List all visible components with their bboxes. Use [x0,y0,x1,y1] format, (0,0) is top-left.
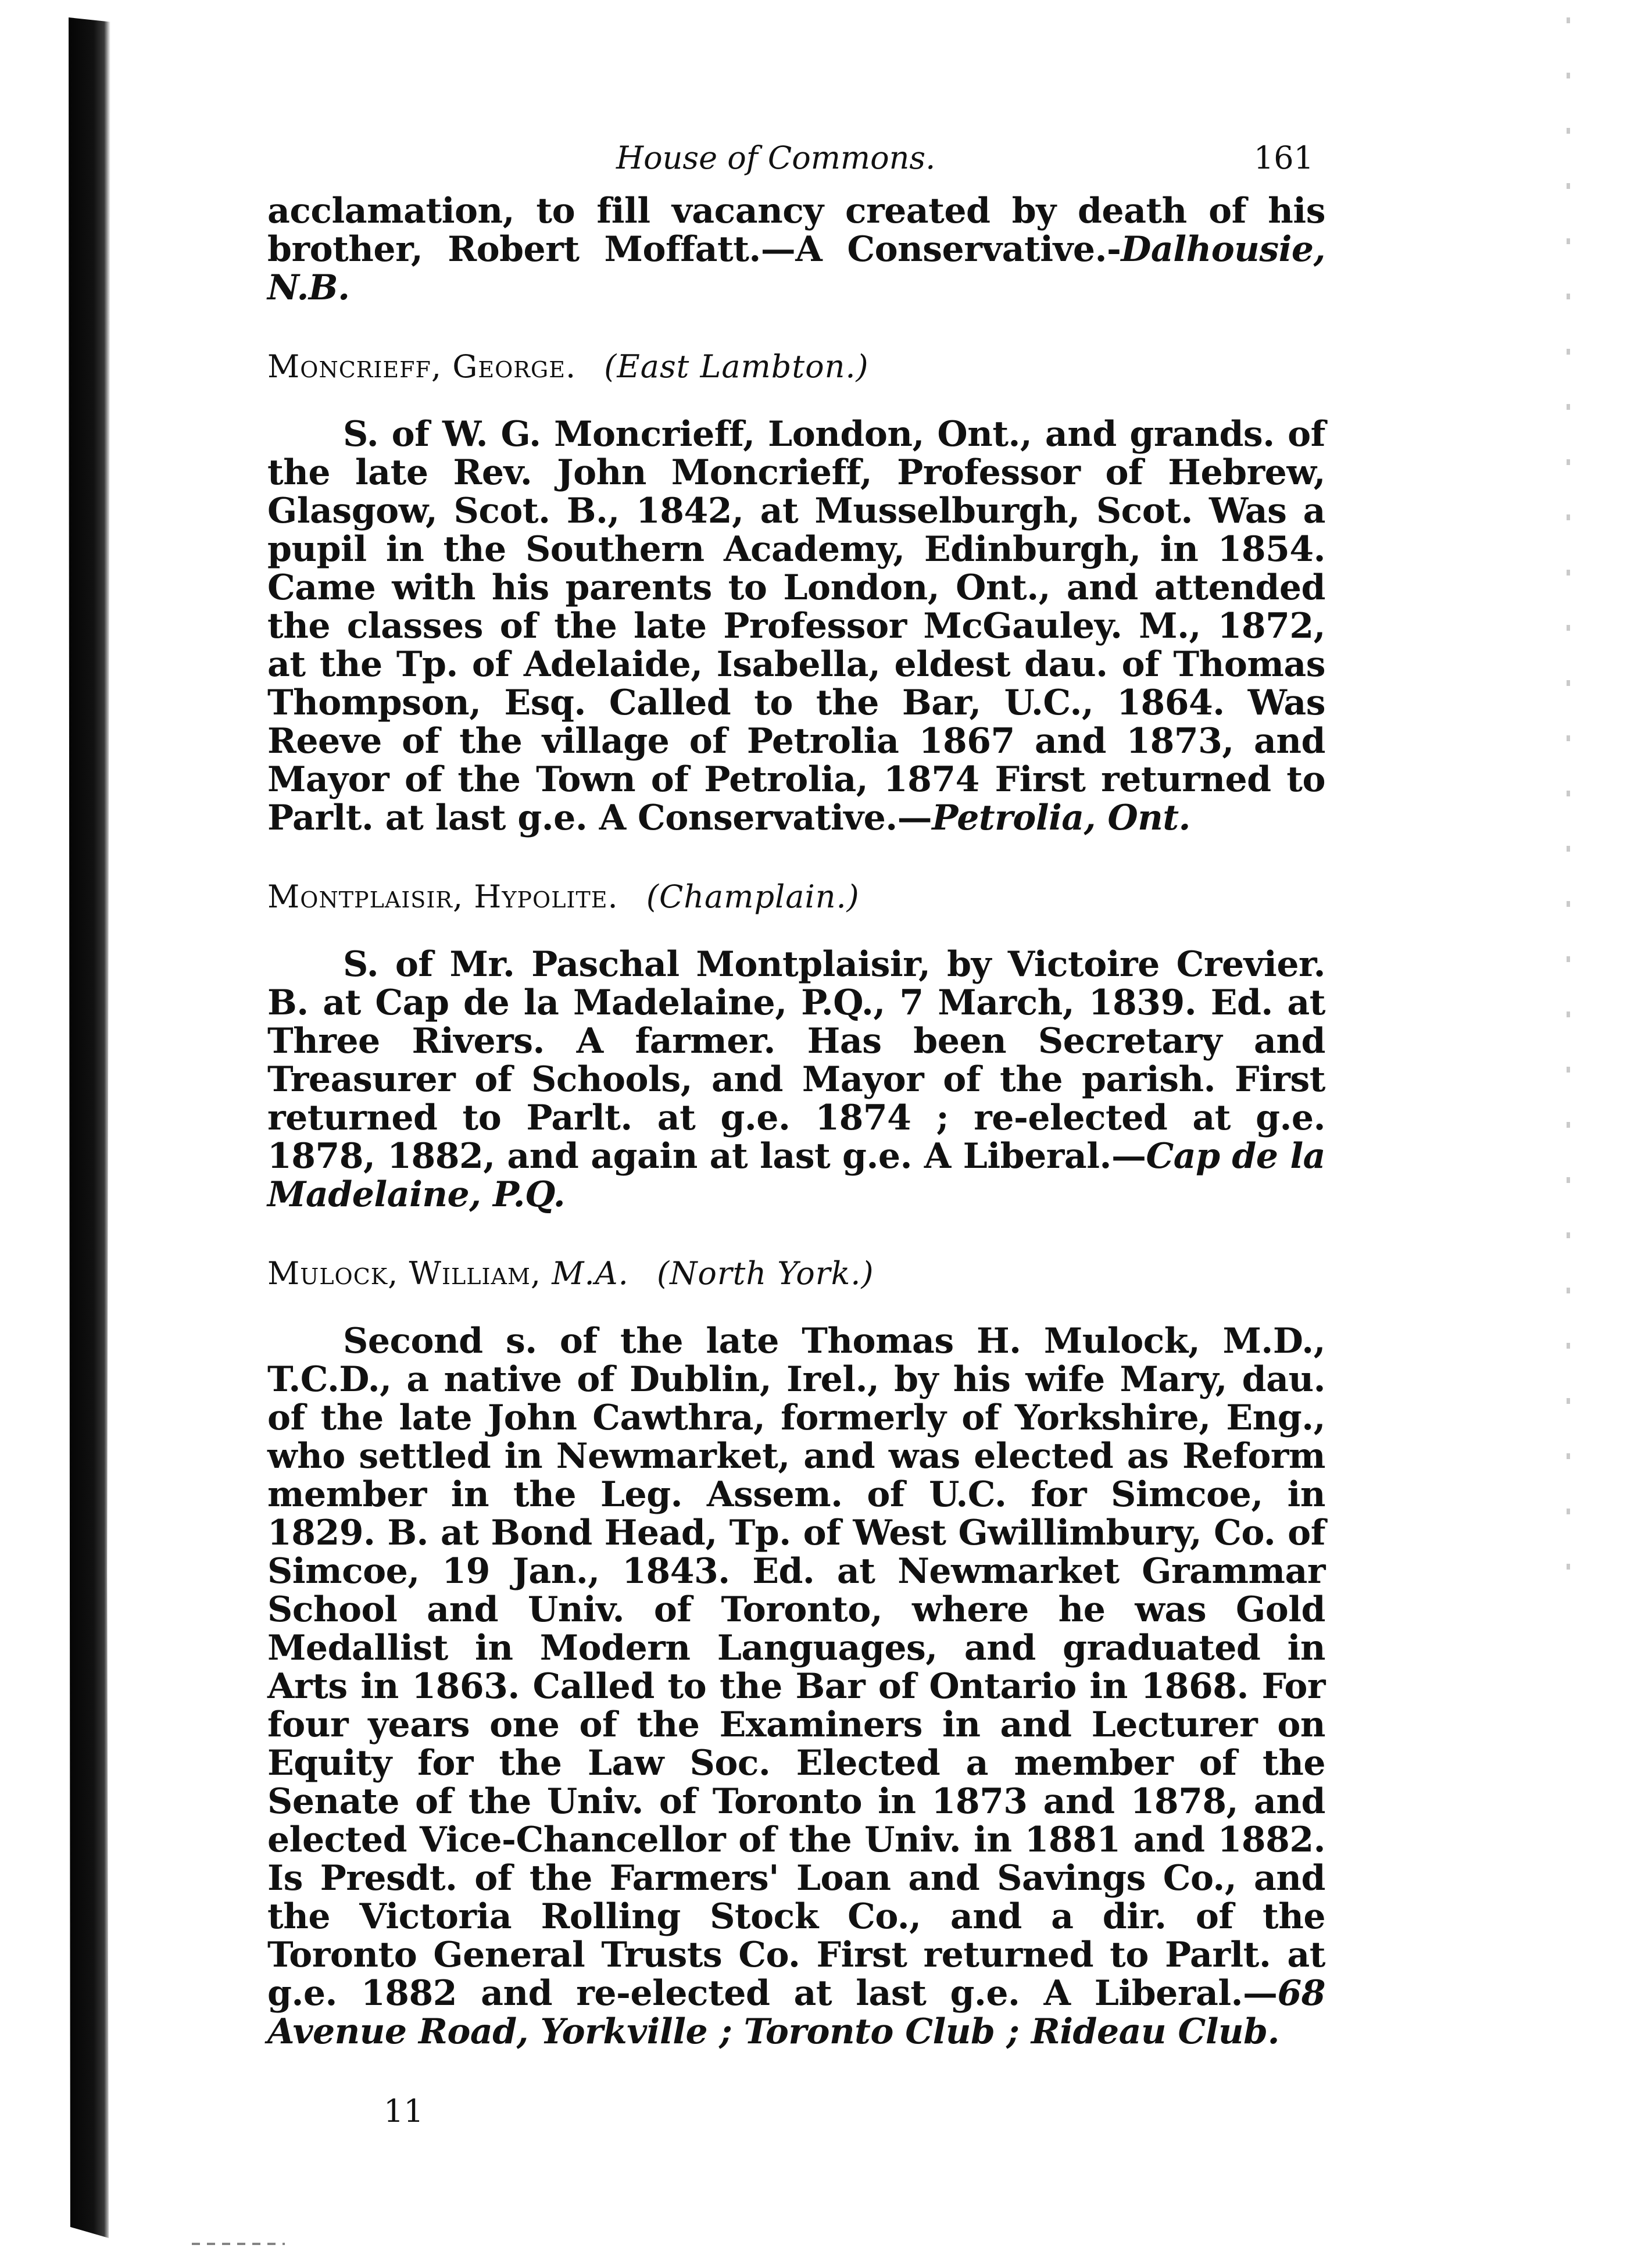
entry-given-name: George. [452,348,577,385]
entry-surname: Montplaisir, [267,878,464,915]
running-head [267,140,1325,192]
entry-address: Cap de la Madelaine, P.Q. [267,1136,1325,1215]
entry-surname: Moncrieff, [267,348,442,385]
entry-constituency: (North York.) [657,1255,874,1292]
entry-surname: Mulock, [267,1255,399,1292]
signature-mark: 11 [384,2093,424,2129]
entry-constituency: (Champlain.) [646,878,860,915]
continuation-place: Dalhousie, N.B. [267,229,1325,308]
running-title: House of Commons. [616,140,936,176]
entry-body-text: Second s. of the late Thomas H. Mulock, M.D., T.C.D., a native of Dublin, Irel., by his wife Mary, dau. of the late John Cawthra, formerly of Yorkshire, Eng., who settled in Newmarket, and was elected as Reform member in the Leg. Assem. of U.C. for Simcoe, in 1829. B. at Bond Head, Tp. of West Gwillimbury, Co. of Simcoe, 19 Jan., 1843. Ed. at Newmarket Grammar School and Univ. of Toronto, where he was Gold Medallist in Modern Languages, and graduated in Arts in 1863. Called to the Bar of Ontario in 1868. For four years one of the Examiners in and Lecturer on Equity for the Law Soc. Elected a member of the Senate of the Univ. of Toronto in 1873 and 1878, and elected Vice-Chancellor of the Univ. in 1881 and 1882. Is Presdt. of the Farmers' Loan and Savings Co., and the Victoria Rolling Stock Co., and a dir. of the Toronto General Trusts Co. First returned to Parlt. at g.e. 1882 and re-elected at last g.e. A Liberal.— [267,1321,1325,2014]
entry-heading [267,348,1325,386]
entry-body-text: S. of W. G. Moncrieff, London, Ont., and grands. of the late Rev. John Moncrieff, Professor of Hebrew, Glasgow, Scot. B., 1842, at Musselburgh, Scot. Was a pupil in the Southern Academy, Edinburgh, in 1854. Came with his parents to London, Ont., and attended the classes of the late Professor McGauley. M., 1872, at the Tp. of Adelaide, Isabella, eldest dau. of Thomas Thompson, Esq. Called to the Bar, U.C., 1864. Was Reeve of the village of Petrolia 1867 and 1873, and Mayor of the Town of Petrolia, 1874 First returned to Parlt. at last g.e. A Conservative.— [267,414,1325,838]
entry-given-name: Hypolite. [474,878,618,915]
page-binding-shadow [69,17,110,2238]
entry-heading [267,1254,1325,1293]
entry-given-name: William, [409,1255,542,1292]
page-number: 161 [1253,140,1314,176]
entry-degree: M.A. [552,1255,629,1292]
entry-heading [267,878,1325,916]
entry-address: Petrolia, Ont. [932,798,1190,838]
entry-body [267,1322,1325,2051]
page-content [267,140,1325,2051]
continuation-text: acclamation, to fill vacancy created by death of his brother, Robert Moffatt.—A Conservative.- [267,191,1325,270]
scan-speckle [1567,17,1570,1587]
continuation-paragraph [267,192,1325,307]
entry-address: 68 Avenue Road, Yorkville ; Toronto Club ; Rideau Club. [267,1973,1325,2052]
entry-body [267,415,1325,837]
entry-body-text: S. of Mr. Paschal Montplaisir, by Victoire Crevier. B. at Cap de la Madelaine, P.Q., 7 March, 1839. Ed. at Three Rivers. A farmer. Has been Secretary and Treasurer of Schools, and Mayor of the parish. First returned to Parlt. at g.e. 1874 ; re-elected at g.e. 1878, 1882, and again at last g.e. A Liberal.— [267,944,1325,1177]
entry-body [267,945,1325,1214]
scan-smudge [192,2243,285,2245]
entry-constituency: (East Lambton.) [604,348,869,385]
